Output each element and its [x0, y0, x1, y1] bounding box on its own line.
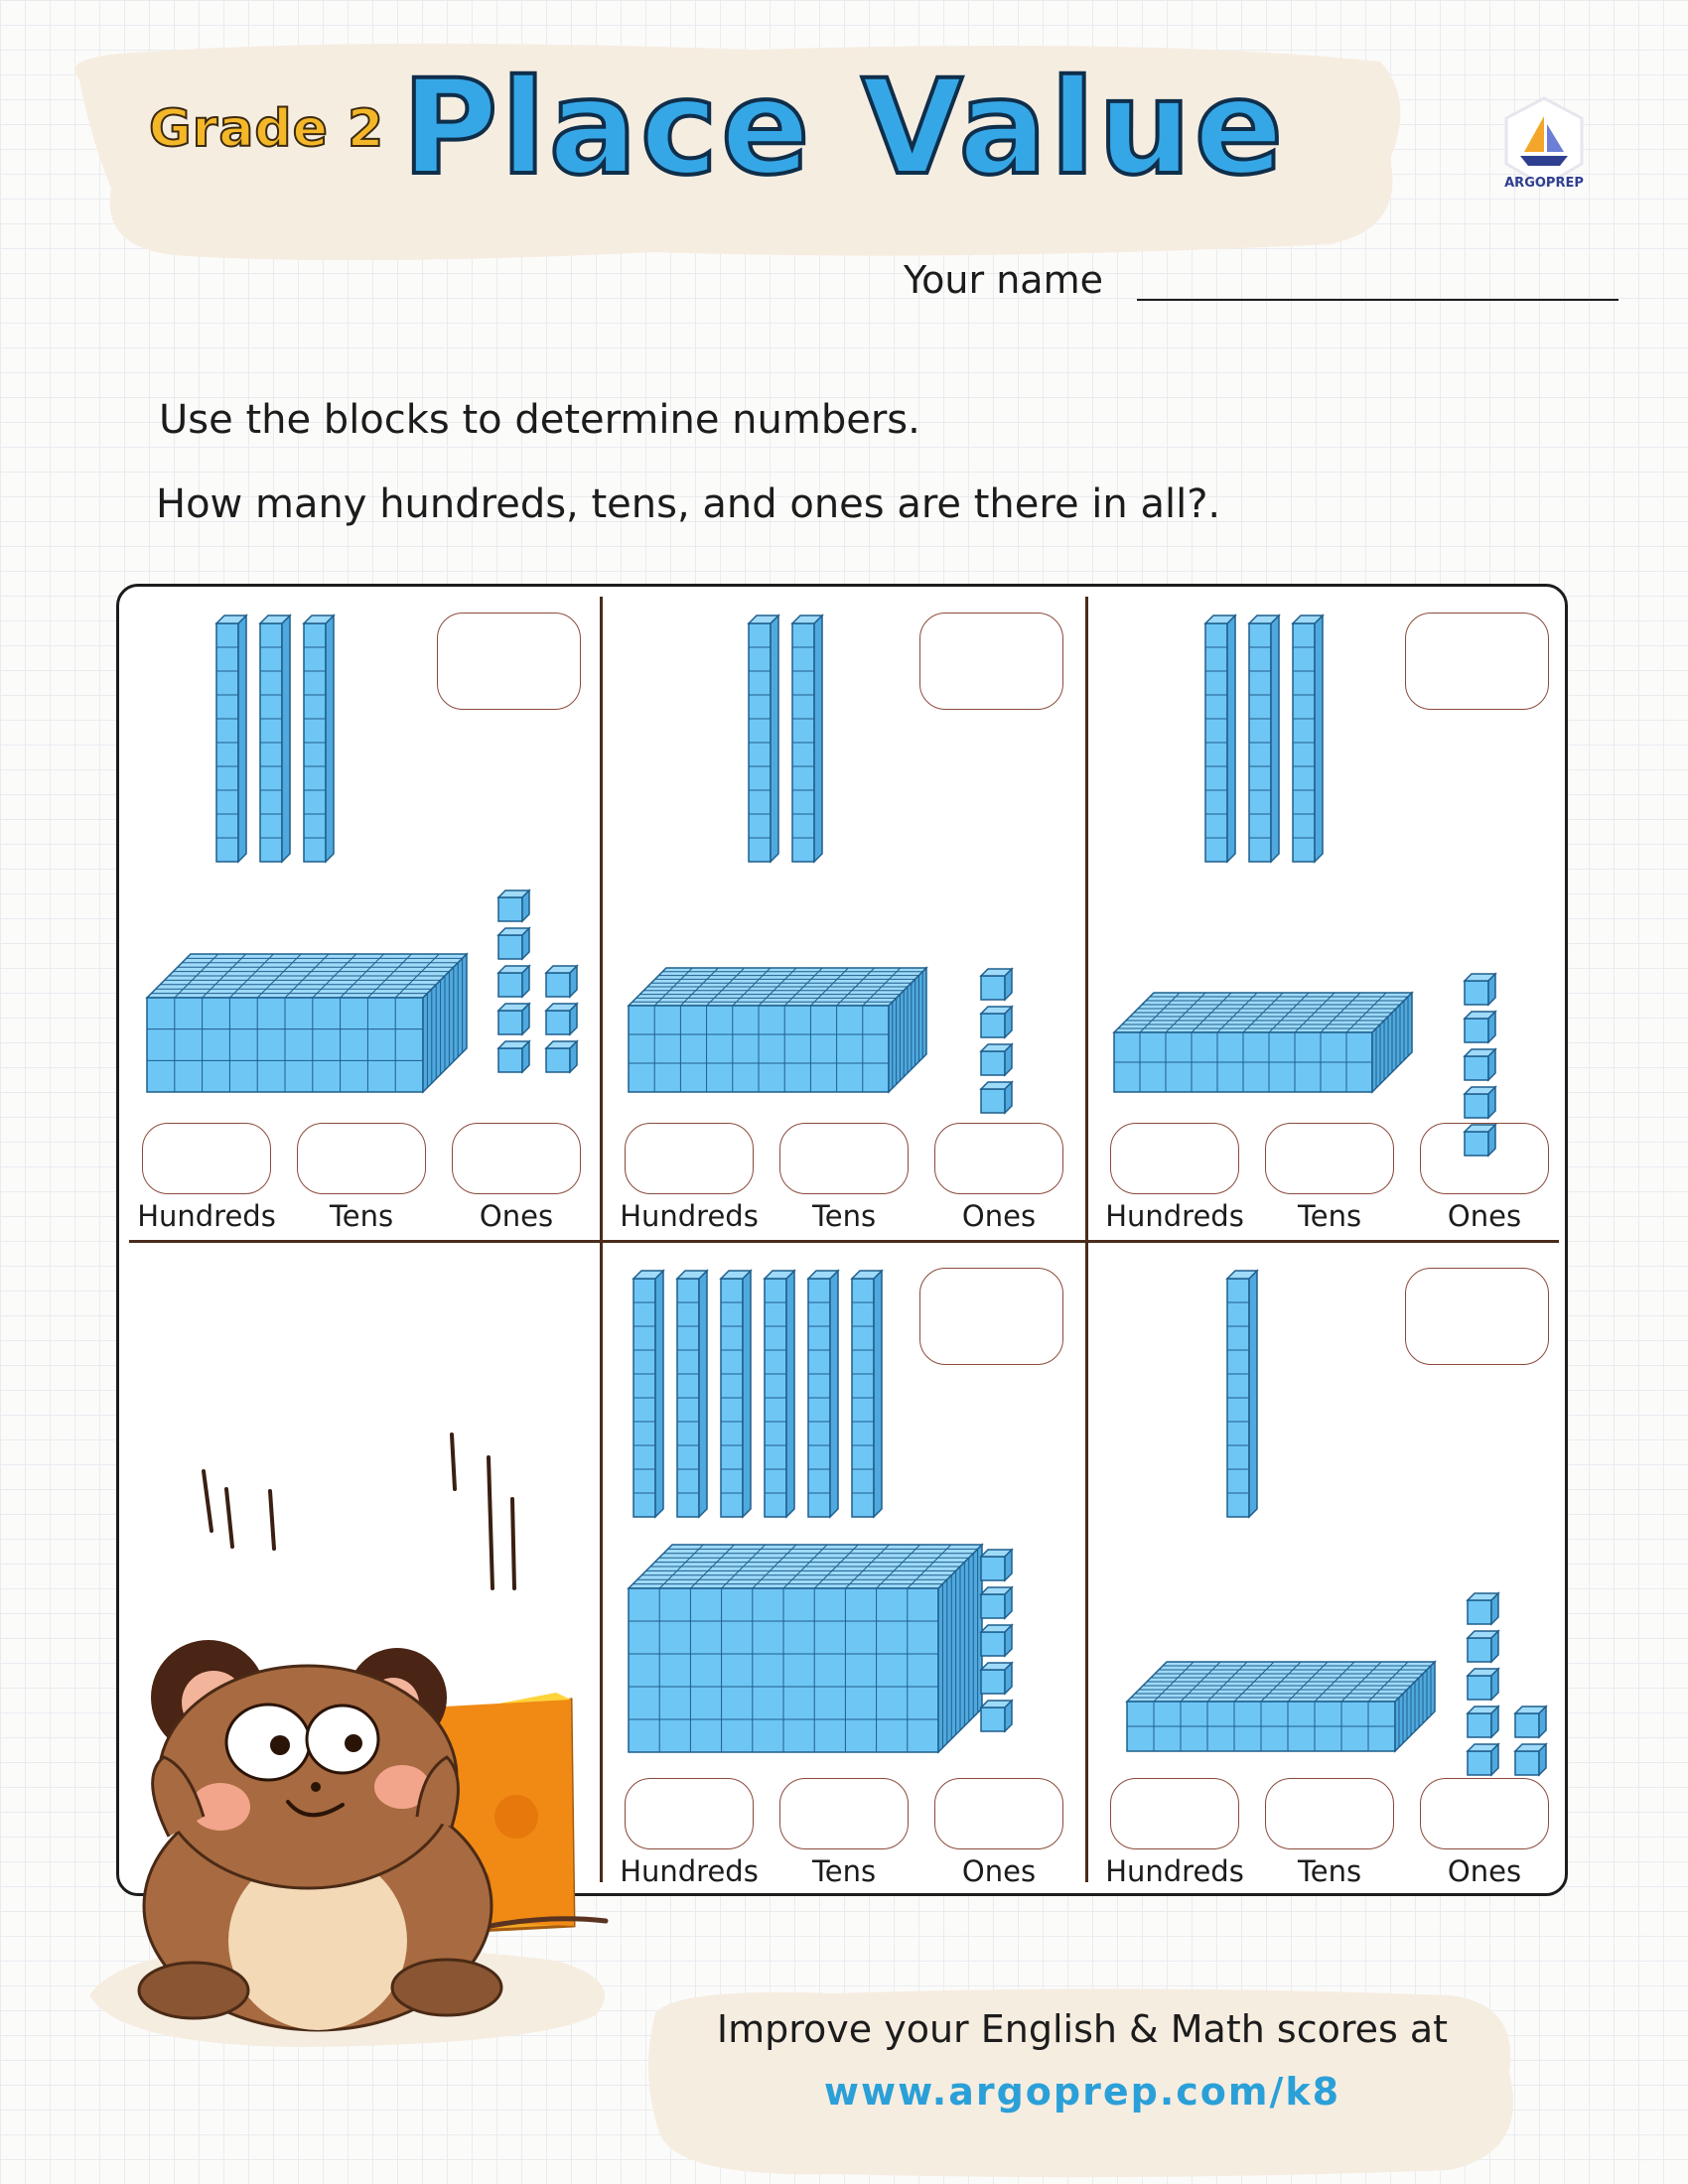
ten-rod [1249, 615, 1279, 862]
one-cube [981, 1587, 1012, 1618]
one-cube [1465, 1012, 1495, 1042]
tens-label: Tens [1297, 1854, 1362, 1888]
one-cube [1465, 1049, 1495, 1080]
one-cube [1468, 1631, 1498, 1662]
page-title: Place Value [401, 52, 1287, 205]
hundred-flat [147, 954, 467, 1092]
hundreds-label: Hundreds [620, 1854, 759, 1888]
one-cube [1515, 1744, 1546, 1775]
name-label: Your name [904, 258, 1103, 302]
one-cube [498, 890, 529, 921]
grade-label: Grade 2 [149, 99, 385, 159]
one-cube [981, 1663, 1012, 1694]
one-cube [1465, 1125, 1495, 1156]
ten-rod [721, 1271, 751, 1517]
ten-rod [765, 1271, 794, 1517]
hundred-flat [629, 968, 926, 1092]
one-cube [1515, 1706, 1546, 1737]
one-cube [498, 1004, 529, 1034]
ten-rod [304, 615, 334, 862]
base-ten-blocks [147, 615, 1546, 1775]
ten-rod [677, 1271, 707, 1517]
ten-rod [852, 1271, 882, 1517]
hundreds-label: Hundreds [620, 1199, 759, 1233]
footer-link[interactable]: www.argoprep.com/k8 [823, 2070, 1341, 2114]
ten-rod [749, 615, 778, 862]
one-cube [498, 928, 529, 959]
one-cube [546, 966, 577, 997]
one-cube [1468, 1706, 1498, 1737]
one-cube [981, 1701, 1012, 1731]
one-cube [546, 1041, 577, 1072]
mouse-illustration [89, 1434, 606, 2047]
one-cube [1468, 1593, 1498, 1624]
ones-label: Ones [1447, 1199, 1522, 1233]
hundreds-label: Hundreds [1105, 1854, 1244, 1888]
one-cube [546, 1004, 577, 1034]
ten-rod [260, 615, 290, 862]
ones-label: Ones [1447, 1854, 1522, 1888]
one-cube [498, 1041, 529, 1072]
one-cube [1465, 974, 1495, 1005]
hundreds-label: Hundreds [137, 1199, 276, 1233]
one-cube [981, 1550, 1012, 1580]
one-cube [981, 1007, 1012, 1037]
ten-rod [808, 1271, 838, 1517]
tens-label: Tens [329, 1199, 394, 1233]
ten-rod [1293, 615, 1323, 862]
instruction-1: Use the blocks to determine numbers. [159, 397, 920, 443]
ones-label: Ones [961, 1854, 1037, 1888]
hundred-flat [629, 1545, 982, 1752]
tens-label: Tens [811, 1199, 877, 1233]
one-cube [1468, 1744, 1498, 1775]
one-cube [1465, 1087, 1495, 1118]
one-cube [981, 969, 1012, 1000]
hundred-flat [1127, 1662, 1435, 1751]
ten-rod [216, 615, 246, 862]
ten-rod [1227, 1271, 1257, 1517]
tens-label: Tens [811, 1854, 877, 1888]
hundreds-label: Hundreds [1105, 1199, 1244, 1233]
one-cube [498, 966, 529, 997]
ten-rod [792, 615, 822, 862]
instruction-2: How many hundreds, tens, and ones are there in all?. [156, 481, 1221, 527]
one-cube [981, 1082, 1012, 1113]
ones-label: Ones [961, 1199, 1037, 1233]
one-cube [981, 1625, 1012, 1656]
ones-label: Ones [479, 1199, 554, 1233]
hundred-flat [1114, 993, 1412, 1092]
logo-text: ARGOPREP [1504, 176, 1584, 191]
one-cube [1468, 1669, 1498, 1700]
ten-rod [633, 1271, 663, 1517]
ten-rod [1205, 615, 1235, 862]
one-cube [981, 1044, 1012, 1075]
tens-label: Tens [1297, 1199, 1362, 1233]
footer-text: Improve your English & Math scores at [716, 2007, 1449, 2051]
